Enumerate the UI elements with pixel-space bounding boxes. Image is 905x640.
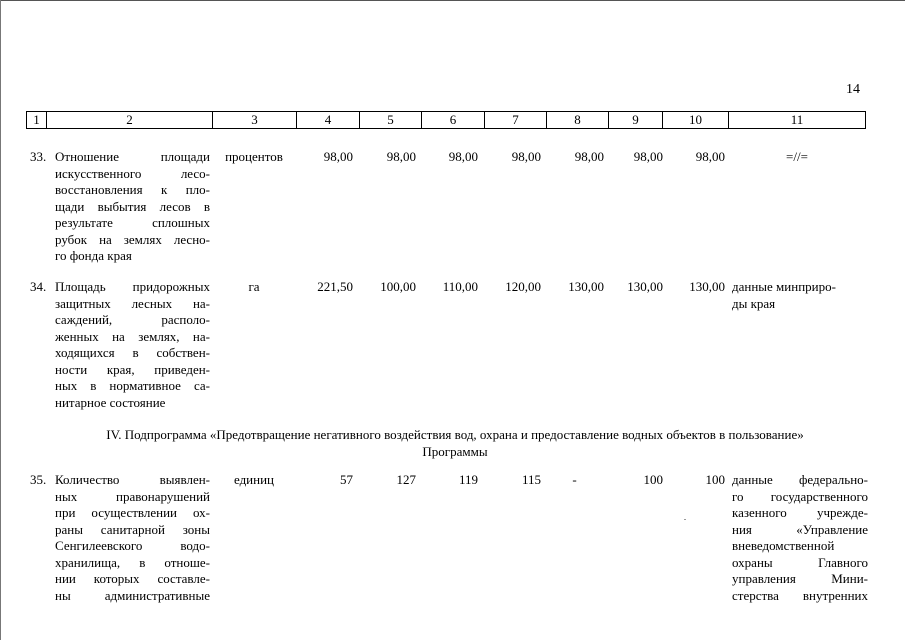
- indicator-name: [55, 472, 210, 604]
- value-cell: 120,00: [505, 279, 541, 294]
- data-source: =//=: [786, 149, 808, 164]
- value-cell: 127: [396, 472, 416, 487]
- indicator-name-line: го фонда края: [55, 248, 132, 263]
- indicator-name-line: щади выбытия лесов в: [55, 198, 210, 214]
- indicator-name-line: искусственного лесо-: [55, 165, 210, 181]
- data-source-line: управления Мини-: [732, 571, 868, 586]
- header-cell: 6: [422, 112, 485, 128]
- unit-cell: единиц: [233, 472, 275, 487]
- value-cell: 98,00: [633, 149, 663, 164]
- value-cell: 119: [458, 472, 478, 487]
- value-cell: 130,00: [627, 279, 663, 294]
- indicator-name-line: хранилища, в отноше-: [55, 554, 210, 570]
- value-cell: 98,00: [574, 149, 604, 164]
- indicator-name-line: ности края, приведен-: [55, 361, 210, 377]
- data-source-line: охраны Главного: [732, 554, 868, 570]
- indicator-name-line: нии которых составле-: [55, 571, 210, 586]
- header-cell: 4: [297, 112, 360, 128]
- data-source-line: казенного учрежде-: [732, 505, 868, 520]
- unit-cell: га: [248, 279, 260, 294]
- value-cell: -: [572, 472, 577, 487]
- indicator-name-line: саждений, располо-: [55, 312, 210, 327]
- indicator-name-line: женных на землях, на-: [55, 328, 210, 344]
- header-cell: 5: [360, 112, 422, 128]
- indicator-name-line: ных правонарушений: [55, 488, 210, 504]
- header-cell: 1: [27, 112, 47, 128]
- unit-cell: процентов: [225, 149, 283, 164]
- row-number: 35.: [30, 472, 47, 487]
- scan-speck: [684, 519, 686, 520]
- indicator-name-line: при осуществлении ох-: [55, 505, 210, 520]
- data-source-line: вневедомственной: [732, 538, 835, 553]
- indicator-name: [55, 149, 210, 265]
- column-number-header: [26, 111, 866, 129]
- scan-top-edge: [0, 0, 905, 1]
- value-cell: 98,00: [323, 149, 353, 164]
- page-number: 14: [846, 82, 860, 97]
- row-number: 33.: [30, 149, 47, 164]
- indicator-name-line: ходящихся в собствен-: [55, 345, 210, 360]
- indicator-name-line: защитных лесных на-: [55, 295, 210, 311]
- data-source-line: го государственного: [732, 488, 868, 504]
- data-source: [732, 279, 868, 312]
- value-cell: 98,00: [511, 149, 541, 164]
- value-cell: 130,00: [568, 279, 604, 294]
- indicator-name-line: рубок на землях лесно-: [55, 231, 210, 247]
- value-cell: 110,00: [442, 279, 478, 294]
- indicator-name-line: Отношение площади: [55, 149, 210, 164]
- data-source-line: данные федерально-: [732, 472, 868, 487]
- value-cell: 57: [340, 472, 353, 487]
- indicator-name: [55, 279, 210, 411]
- header-cell: 3: [213, 112, 297, 128]
- value-cell: 100: [705, 472, 725, 487]
- header-cell: 11: [790, 112, 804, 127]
- scan-left-edge: [0, 0, 1, 640]
- data-source: [732, 472, 868, 604]
- header-cell: 7: [485, 112, 547, 128]
- subprogram-heading-line: IV. Подпрограмма «Предотвращение негативного воздействия вод, охрана и предоставление водных объектов в пользование»: [106, 427, 804, 442]
- data-source-line: ния «Управление: [732, 521, 868, 537]
- data-source-line: стерства внутренних: [732, 587, 868, 603]
- value-cell: 98,00: [448, 149, 478, 164]
- indicator-name-line: раны санитарной зоны: [55, 521, 210, 537]
- subprogram-heading-line: Программы: [422, 444, 488, 459]
- indicator-name-line: восстановления к пло-: [55, 182, 210, 197]
- header-cell: 10: [663, 112, 729, 128]
- value-cell: 130,00: [689, 279, 725, 294]
- value-cell: 100: [643, 472, 663, 487]
- data-source-line: данные минприро-: [732, 279, 836, 294]
- indicator-name-line: ны административные: [55, 587, 210, 603]
- subprogram-heading: [40, 426, 870, 460]
- indicator-name-line: нитарное состояние: [55, 394, 166, 410]
- value-cell: 100,00: [380, 279, 416, 294]
- indicator-name-line: Площадь придорожных: [55, 279, 210, 294]
- value-cell: 98,00: [386, 149, 416, 164]
- value-cell: 115: [521, 472, 541, 487]
- data-source-line: ды края: [732, 295, 776, 311]
- indicator-name-line: ных в нормативное са-: [55, 378, 210, 393]
- indicator-name-line: Количество выявлен-: [55, 472, 210, 487]
- header-cell: 8: [547, 112, 609, 128]
- row-number: 34.: [30, 279, 47, 294]
- header-cell: 2: [47, 112, 213, 128]
- indicator-name-line: результате сплошных: [55, 215, 210, 230]
- value-cell: 221,50: [317, 279, 353, 294]
- indicator-name-line: Сенгилеевского водо-: [55, 538, 210, 553]
- header-cell: 9: [609, 112, 663, 128]
- value-cell: 98,00: [695, 149, 725, 164]
